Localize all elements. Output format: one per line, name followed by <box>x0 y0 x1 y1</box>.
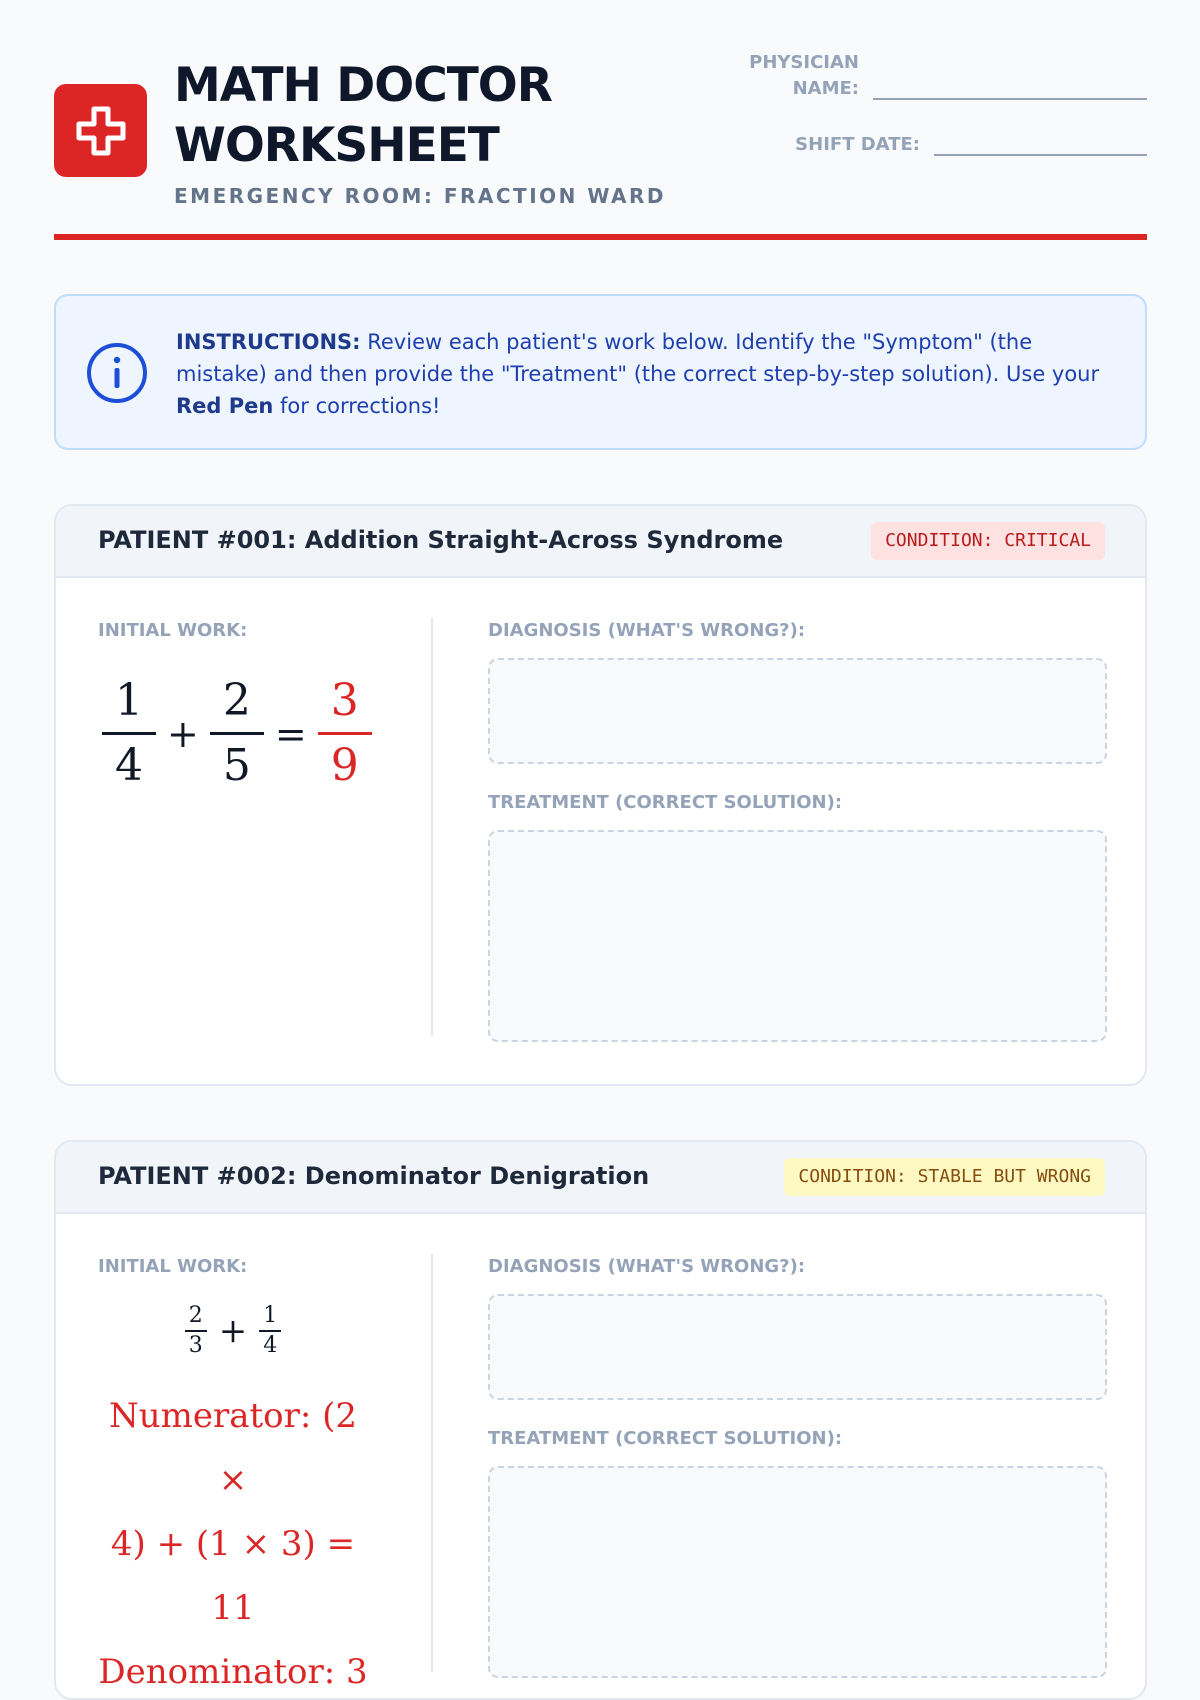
diagnosis-answer-box[interactable] <box>488 658 1107 764</box>
worksheet-header <box>54 0 1147 240</box>
fraction-bar <box>318 732 372 735</box>
physician-meta <box>727 52 1147 158</box>
info-icon <box>86 342 148 404</box>
fraction-result <box>318 674 372 793</box>
patient-title: PATIENT #001: Addition Straight-Across Syndrome <box>98 526 784 554</box>
plus-sign: + <box>167 711 199 756</box>
diagnosis-label: DIAGNOSIS (WHAT'S WRONG?): <box>488 620 806 641</box>
fraction-bar <box>185 1330 207 1332</box>
denominator: 3 <box>188 1333 203 1358</box>
shift-date-row <box>727 124 1147 158</box>
instructions-lead: INSTRUCTIONS: <box>176 330 361 354</box>
patient-card-header <box>56 506 1145 578</box>
title-block <box>174 56 714 208</box>
denominator: 5 <box>222 740 251 791</box>
physician-name-label: PHYSICIAN NAME: <box>749 52 859 99</box>
physician-name-field[interactable] <box>873 97 1147 100</box>
fraction-sum <box>98 1304 368 1358</box>
equals-sign: = <box>274 711 307 756</box>
work-line: 4) + (1 × 3) = 11 <box>110 1524 356 1628</box>
fraction-bar <box>210 732 264 735</box>
fraction-addend-2 <box>210 674 264 793</box>
fraction-addend-2 <box>259 1304 281 1358</box>
instructions-tail: for corrections! <box>273 394 441 418</box>
condition-badge: CONDITION: CRITICAL <box>871 522 1105 560</box>
column-divider <box>431 618 433 1036</box>
patient-title: PATIENT #002: Denominator Denigration <box>98 1162 650 1190</box>
patient-card-header <box>56 1142 1145 1214</box>
treatment-label: TREATMENT (CORRECT SOLUTION): <box>488 792 843 813</box>
instructions-emphasis: Red Pen <box>176 394 274 418</box>
shift-date-field[interactable] <box>934 153 1147 156</box>
instructions-panel <box>54 294 1147 450</box>
fraction-addend-1 <box>102 674 156 793</box>
medical-cross-logo <box>54 84 147 177</box>
page-subtitle: EMERGENCY ROOM: FRACTION WARD <box>174 184 666 208</box>
diagnosis-label: DIAGNOSIS (WHAT'S WRONG?): <box>488 1256 806 1277</box>
medical-cross-icon <box>74 104 128 158</box>
numerator: 2 <box>188 1303 203 1328</box>
initial-work-label: INITIAL WORK: <box>98 620 248 641</box>
treatment-label: TREATMENT (CORRECT SOLUTION): <box>488 1428 843 1449</box>
patient-card <box>54 1140 1147 1700</box>
instructions-text <box>176 326 1116 422</box>
fraction-addend-1 <box>185 1304 207 1358</box>
initial-work-expression <box>102 674 372 793</box>
numerator: 1 <box>115 675 143 726</box>
denominator: 4 <box>263 1333 278 1358</box>
denominator: 9 <box>330 740 359 791</box>
patient-card <box>54 504 1147 1086</box>
condition-badge: CONDITION: STABLE BUT WRONG <box>784 1158 1105 1196</box>
shift-date-label: SHIFT DATE: <box>795 134 920 155</box>
numerator: 1 <box>263 1303 278 1328</box>
fraction-bar <box>259 1330 281 1332</box>
treatment-answer-box[interactable] <box>488 830 1107 1042</box>
denominator: 4 <box>115 740 143 791</box>
instructions-body: Review each patient's work below. Identify the "Symptom" (the mistake) and then provide the "Treatment" (the correct step-by-step solution). Use your <box>176 330 1100 386</box>
page-title: MATH DOCTOR WORKSHEET <box>174 58 552 173</box>
physician-name-row <box>727 52 1147 102</box>
numerator: 3 <box>330 675 359 726</box>
initial-work-expression <box>98 1304 368 1700</box>
fraction-bar <box>102 732 156 735</box>
initial-work-label: INITIAL WORK: <box>98 1256 248 1277</box>
red-pen-work <box>98 1384 368 1700</box>
diagnosis-answer-box[interactable] <box>488 1294 1107 1400</box>
numerator: 2 <box>222 675 251 726</box>
column-divider <box>431 1254 433 1672</box>
work-line: Denominator: 3 <box>98 1652 368 1692</box>
plus-sign: + <box>218 1311 248 1351</box>
header-divider <box>54 234 1147 240</box>
work-line: Numerator: (2 × <box>108 1396 358 1500</box>
treatment-answer-box[interactable] <box>488 1466 1107 1678</box>
